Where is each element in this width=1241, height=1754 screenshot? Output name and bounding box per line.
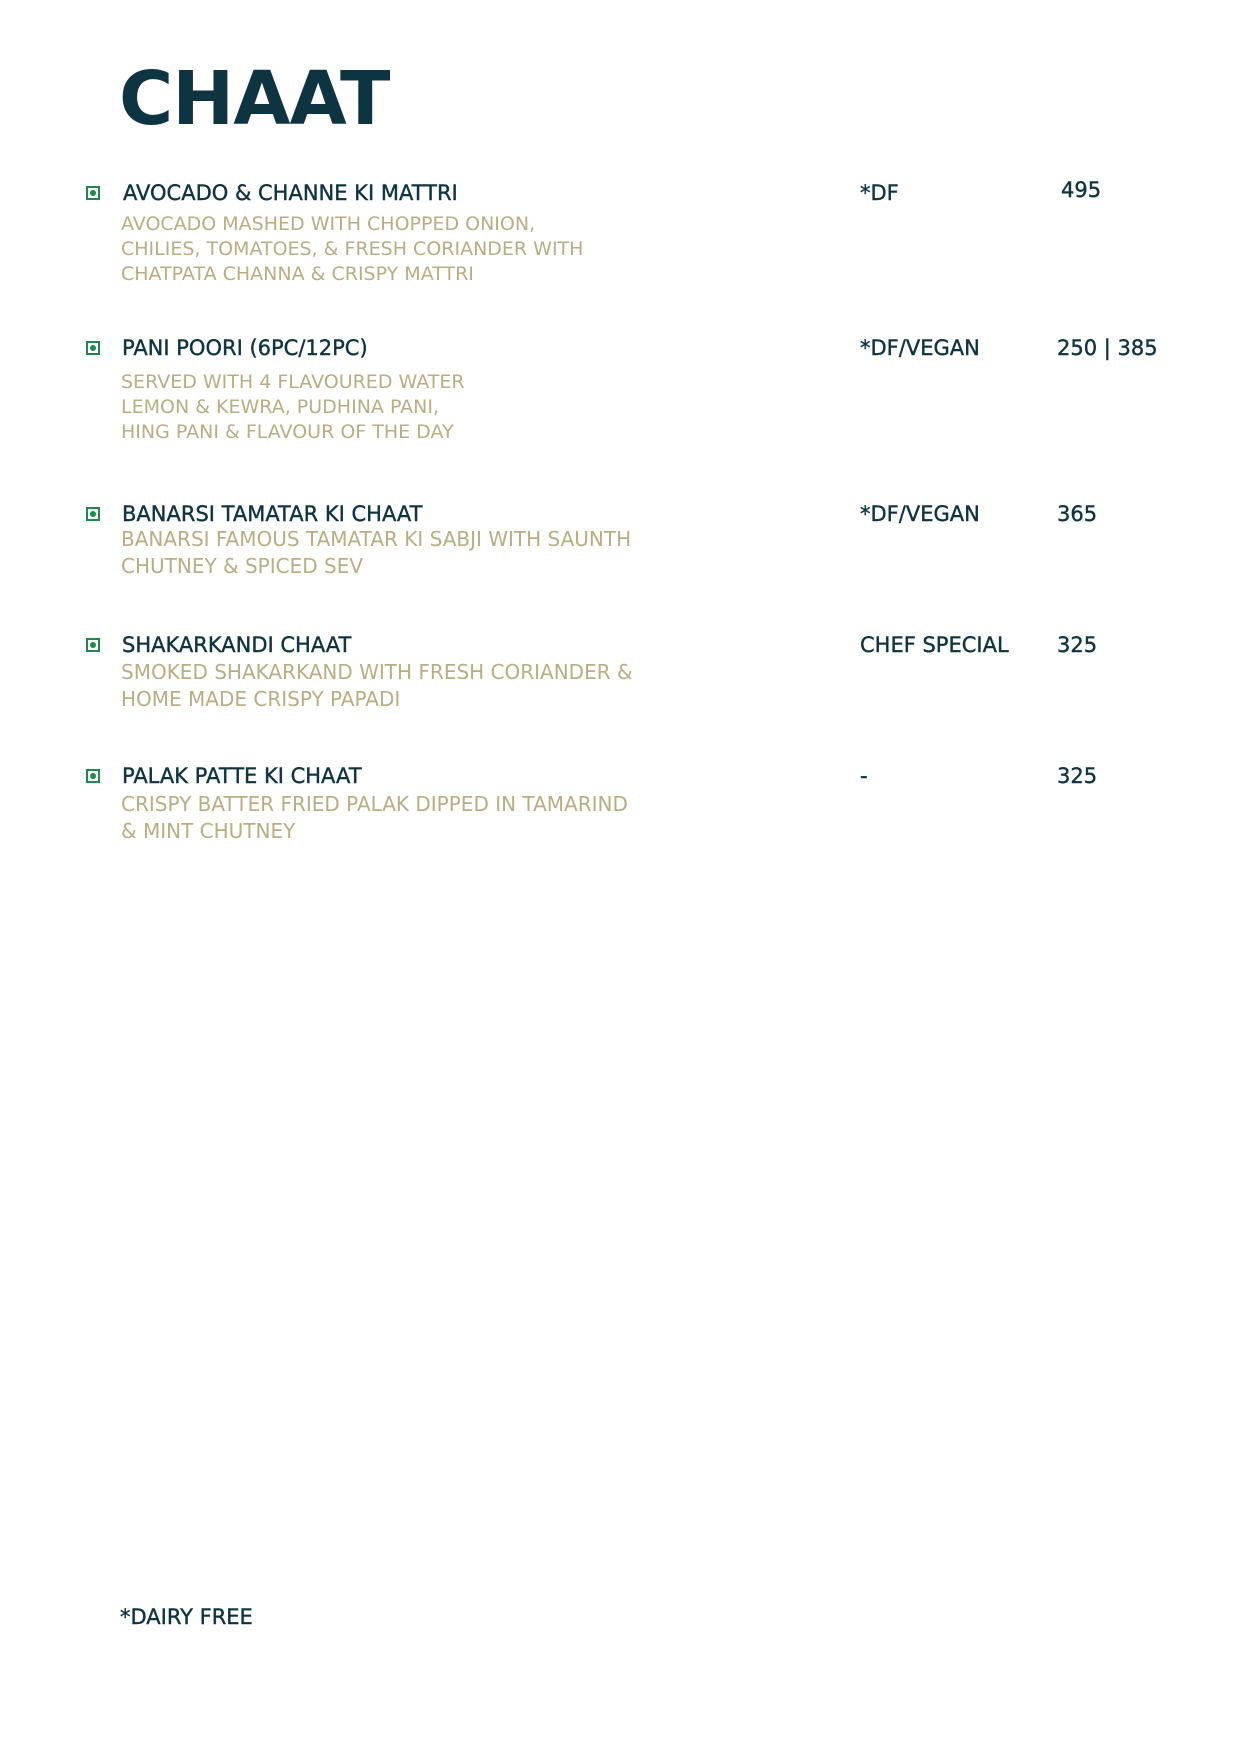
description-line: HOME MADE CRISPY PAPADI — [121, 687, 401, 711]
page-title: CHAAT — [119, 56, 390, 142]
item-name: SHAKARKANDI CHAAT — [122, 633, 352, 657]
description-line: BANARSI FAMOUS TAMATAR KI SABJI WITH SAUNTH — [121, 527, 632, 551]
veg-icon — [86, 341, 100, 355]
description-line: CHATPATA CHANNA & CRISPY MATTRI — [121, 263, 474, 285]
item-name: PANI POORI (6PC/12PC) — [122, 336, 368, 360]
description-line: CHILIES, TOMATOES, & FRESH CORIANDER WITH — [121, 238, 584, 260]
veg-icon — [86, 186, 100, 200]
item-description — [121, 212, 583, 287]
description-line: SERVED WITH 4 FLAVOURED WATER — [121, 371, 465, 393]
item-tag: *DF/VEGAN — [860, 336, 980, 360]
description-line: LEMON & KEWRA, PUDHINA PANI, — [121, 396, 440, 418]
item-price: 325 — [1057, 764, 1098, 788]
veg-icon — [86, 507, 100, 521]
item-price: 365 — [1057, 502, 1098, 526]
description-line: SMOKED SHAKARKAND WITH FRESH CORIANDER & — [121, 660, 633, 684]
description-line: CHUTNEY & SPICED SEV — [121, 554, 364, 578]
description-line: AVOCADO MASHED WITH CHOPPED ONION, — [121, 213, 536, 235]
item-price: 250 | 385 — [1057, 336, 1158, 360]
item-description — [121, 791, 628, 845]
item-name: AVOCADO & CHANNE KI MATTRI — [123, 181, 458, 205]
item-tag: CHEF SPECIAL — [860, 633, 1009, 657]
item-description — [121, 370, 465, 445]
item-name: BANARSI TAMATAR KI CHAAT — [122, 502, 423, 526]
item-price: 325 — [1057, 633, 1098, 657]
item-tag: *DF — [860, 181, 899, 205]
item-price: 495 — [1061, 178, 1102, 202]
item-description — [121, 526, 631, 580]
footnote-dairy-free: *DAIRY FREE — [120, 1605, 253, 1629]
description-line: HING PANI & FLAVOUR OF THE DAY — [121, 421, 454, 443]
item-tag: - — [860, 764, 868, 788]
item-tag: *DF/VEGAN — [860, 502, 980, 526]
item-description — [121, 659, 633, 713]
veg-icon — [86, 638, 100, 652]
description-line: & MINT CHUTNEY — [121, 819, 296, 843]
description-line: CRISPY BATTER FRIED PALAK DIPPED IN TAMARIND — [121, 792, 628, 816]
item-name: PALAK PATTE KI CHAAT — [122, 764, 362, 788]
veg-icon — [86, 769, 100, 783]
